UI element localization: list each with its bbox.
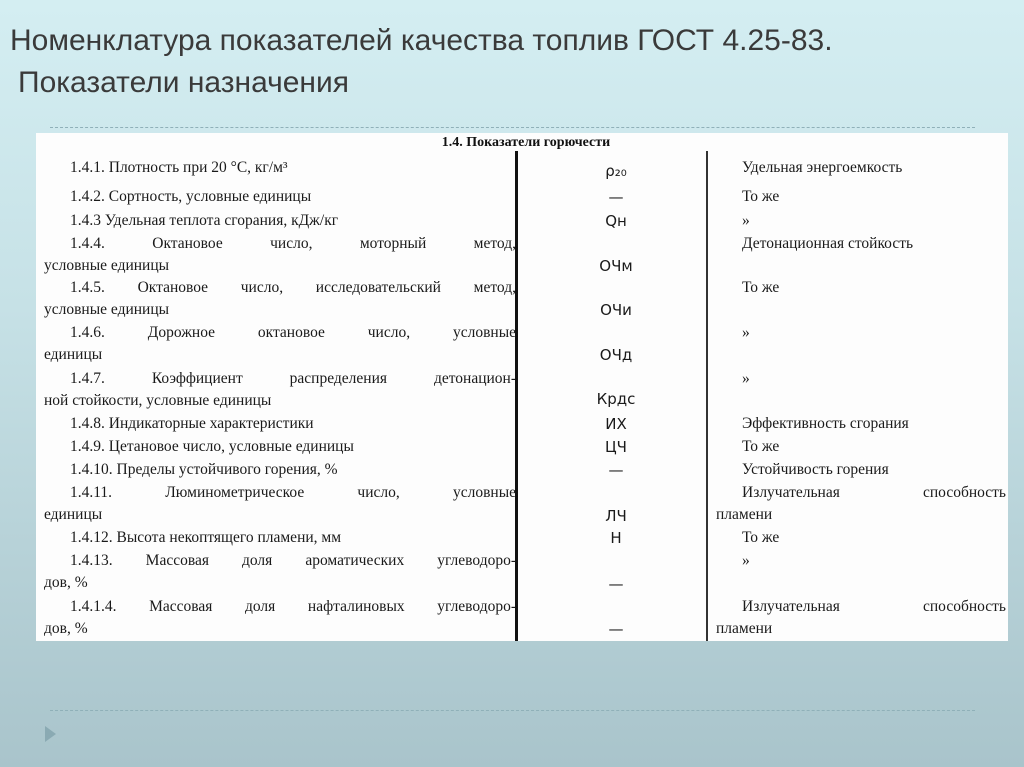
row-note — [716, 550, 1006, 572]
row-note — [716, 596, 1006, 640]
row-note — [716, 459, 1006, 481]
row-description-line: ной стойкости, условные единицы — [44, 392, 272, 409]
row-description-line: 1.4.2. Сортность, условные единицы — [70, 188, 312, 205]
row-note-line: » — [742, 552, 750, 569]
row-description — [44, 322, 516, 366]
row-description-line: 1.4.5. Октановое число, исследовательский метод, — [70, 279, 516, 296]
row-note — [716, 482, 1006, 526]
row-note — [716, 322, 1006, 344]
scanned-table — [36, 133, 1008, 641]
row-note — [716, 527, 1006, 549]
row-note — [716, 186, 1006, 208]
row-note-line: » — [742, 212, 750, 229]
row-description — [44, 210, 516, 232]
row-note — [716, 210, 1006, 232]
row-note-line: Излучательная способность — [742, 598, 1006, 615]
row-symbol: Н — [610, 529, 622, 547]
row-note — [716, 277, 1006, 299]
row-description-line: 1.4.8. Индикаторные характеристики — [70, 415, 314, 432]
row-description-line: 1.4.13. Массовая доля ароматических углеводоро- — [70, 552, 516, 569]
row-symbol: Крдс — [596, 390, 636, 408]
row-symbol: — — [608, 461, 624, 479]
row-description — [44, 186, 516, 208]
row-note-line: пламени — [716, 506, 773, 523]
row-description-line: 1.4.6. Дорожное октановое число, условные — [70, 324, 516, 341]
row-description-line: условные единицы — [44, 257, 170, 274]
table-heading: 1.4. Показатели горючести — [441, 135, 611, 150]
row-description-line: единицы — [44, 346, 103, 363]
row-symbol: — — [608, 188, 624, 206]
row-symbol: ρ₂₀ — [605, 162, 627, 180]
row-note — [716, 436, 1006, 458]
row-note-line: » — [742, 324, 750, 341]
title-line-1: Номенклатура показателей качества топлив ГОСТ 4.25-83. — [10, 24, 833, 57]
slide-title — [10, 20, 1010, 104]
row-description-line: 1.4.12. Высота некоптящего пламени, мм — [70, 529, 342, 546]
row-description — [44, 277, 516, 321]
row-symbol: ОЧм — [599, 257, 633, 275]
row-description-line: 1.4.11. Люминометрическое число, условные — [70, 484, 516, 501]
row-symbol: ОЧд — [599, 346, 633, 364]
row-note — [716, 157, 1006, 179]
row-description-line: 1.4.4. Октановое число, моторный метод, — [70, 235, 516, 252]
row-note-line: Устойчивость горения — [742, 461, 889, 478]
row-note-line: Эффективность сгорания — [742, 415, 909, 432]
row-note — [716, 368, 1006, 390]
row-symbol: ИХ — [605, 415, 627, 433]
row-description — [44, 413, 516, 435]
row-symbol: ЦЧ — [605, 438, 627, 456]
row-note-line: Излучательная способность — [742, 484, 1006, 501]
row-note-line: пламени — [716, 620, 773, 637]
row-note-line: » — [742, 370, 750, 387]
row-description — [44, 550, 516, 594]
row-description-line: 1.4.1. Плотность при 20 °С, кг/м³ — [70, 159, 288, 176]
row-description — [44, 482, 516, 526]
row-note-line: Удельная энергоемкость — [742, 159, 903, 176]
row-description-line: 1.4.10. Пределы устойчивого горения, % — [70, 461, 338, 478]
row-description-line: 1.4.9. Цетановое число, условные единицы — [70, 438, 354, 455]
row-description-line: единицы — [44, 506, 103, 523]
row-description-line: 1.4.7. Коэффициент распределения детонацион- — [70, 370, 516, 387]
row-description — [44, 436, 516, 458]
row-note-line: То же — [742, 529, 780, 546]
row-note-line: То же — [742, 188, 780, 205]
row-description-line: 1.4.1.4. Массовая доля нафталиновых углеводоро- — [70, 598, 516, 615]
row-symbol: — — [608, 575, 624, 593]
next-slide-arrow-icon[interactable] — [45, 726, 56, 742]
row-description — [44, 459, 516, 481]
row-note-line: То же — [742, 438, 780, 455]
column-divider — [706, 151, 708, 641]
bottom-divider — [50, 710, 975, 711]
row-symbol: ЛЧ — [605, 507, 627, 525]
row-note — [716, 413, 1006, 435]
row-description — [44, 157, 516, 179]
row-description — [44, 368, 516, 412]
row-symbol: — — [608, 620, 624, 638]
title-line-2: Показатели назначения — [18, 66, 349, 99]
row-symbol: Qн — [605, 212, 627, 230]
row-note — [716, 233, 1006, 255]
row-description-line: дов, % — [44, 574, 88, 591]
row-symbol: ОЧи — [600, 301, 632, 319]
top-divider — [50, 127, 975, 128]
row-description — [44, 596, 516, 640]
row-note-line: Детонационная стойкость — [742, 235, 914, 252]
row-description-line: 1.4.3 Удельная теплота сгорания, кДж/кг — [70, 212, 339, 229]
row-description-line: дов, % — [44, 620, 88, 637]
row-description-line: условные единицы — [44, 301, 170, 318]
row-description — [44, 527, 516, 549]
row-description — [44, 233, 516, 277]
row-note-line: То же — [742, 279, 780, 296]
